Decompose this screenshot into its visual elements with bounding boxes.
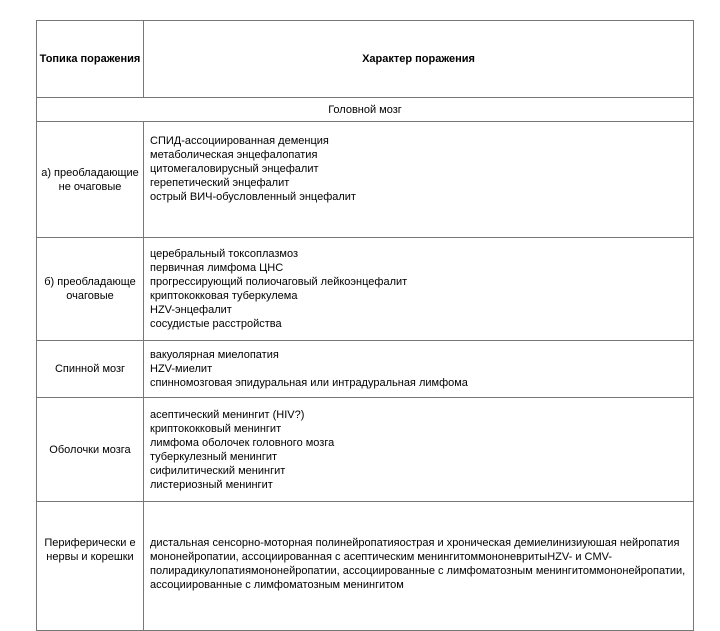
header-topology: Топика поражения: [37, 21, 144, 98]
lesion-item: острый ВИЧ-обусловленный энцефалит: [150, 191, 356, 203]
lesion-item: криптококковая туберкулема: [150, 290, 298, 302]
character-cell: [144, 122, 694, 238]
lesion-item: туберкулезный менингит: [150, 450, 278, 463]
topology-cell: Периферически е нервы и корешки: [37, 502, 144, 631]
section-row-brain: [37, 98, 694, 122]
lesion-item: вакуолярная миелопатия: [150, 349, 279, 361]
lesion-item: церебральный токсоплазмоз: [150, 248, 298, 260]
table-row: [37, 502, 694, 631]
lesion-item: герепетический энцефалит: [150, 177, 290, 189]
table-row: [37, 122, 694, 238]
lesion-item: сосудистые расстройства: [150, 318, 282, 330]
character-cell: [144, 398, 694, 502]
topology-cell: Оболочки мозга: [37, 398, 144, 502]
topology-cell: б) преобладающе очаговые: [37, 238, 144, 341]
topology-cell: Спинной мозг: [37, 341, 144, 398]
lesion-item: первичная лимфома ЦНС: [150, 262, 284, 274]
header-character: Характер поражения: [144, 21, 694, 98]
lesion-table: [36, 20, 694, 631]
lesion-item: листериозный менингит: [150, 478, 273, 491]
lesion-item: прогрессирующий полиочаговый лейкоэнцефалит: [150, 276, 408, 288]
section-brain: Головной мозг: [37, 98, 694, 122]
lesion-item: HZV-миелит: [150, 363, 213, 375]
character-cell: [144, 341, 694, 398]
lesion-item: HZV-энцефалит: [150, 304, 232, 316]
lesion-item: асептический менингит (HIV?): [150, 408, 305, 421]
lesion-item: криптококковый менингит: [150, 422, 282, 435]
lesion-item: СПИД-ассоциированная деменция: [150, 135, 329, 147]
lesion-item: цитомегаловирусный энцефалит: [150, 163, 319, 175]
table-row: [37, 341, 694, 398]
lesion-item: лимфома оболочек головного мозга: [150, 436, 335, 449]
table-header-row: [37, 21, 694, 98]
table-row: [37, 238, 694, 341]
lesion-item: сифилитический менингит: [150, 464, 286, 477]
character-cell: [144, 238, 694, 341]
lesion-item: метаболическая энцефалопатия: [150, 149, 318, 161]
topology-cell: а) преобладающие не очаговые: [37, 122, 144, 238]
lesion-text: дистальная сенсорно-моторная полинейропатияострая и хроническая демиелинизиуюшая нейропатия мононейропатии, ассоциированная с асептическим менингитоммононевритыHZV- и CMV-полирадикулопатиямононейропатии, ассоциированные с лимфоматозным менингитоммононейропатии, ассоциированные с лимфоматозным менингитом: [150, 537, 686, 591]
table-row: [37, 398, 694, 502]
character-cell: [144, 502, 694, 631]
lesion-item: спинномозговая эпидуральная или интрадуральная лимфома: [150, 377, 468, 389]
